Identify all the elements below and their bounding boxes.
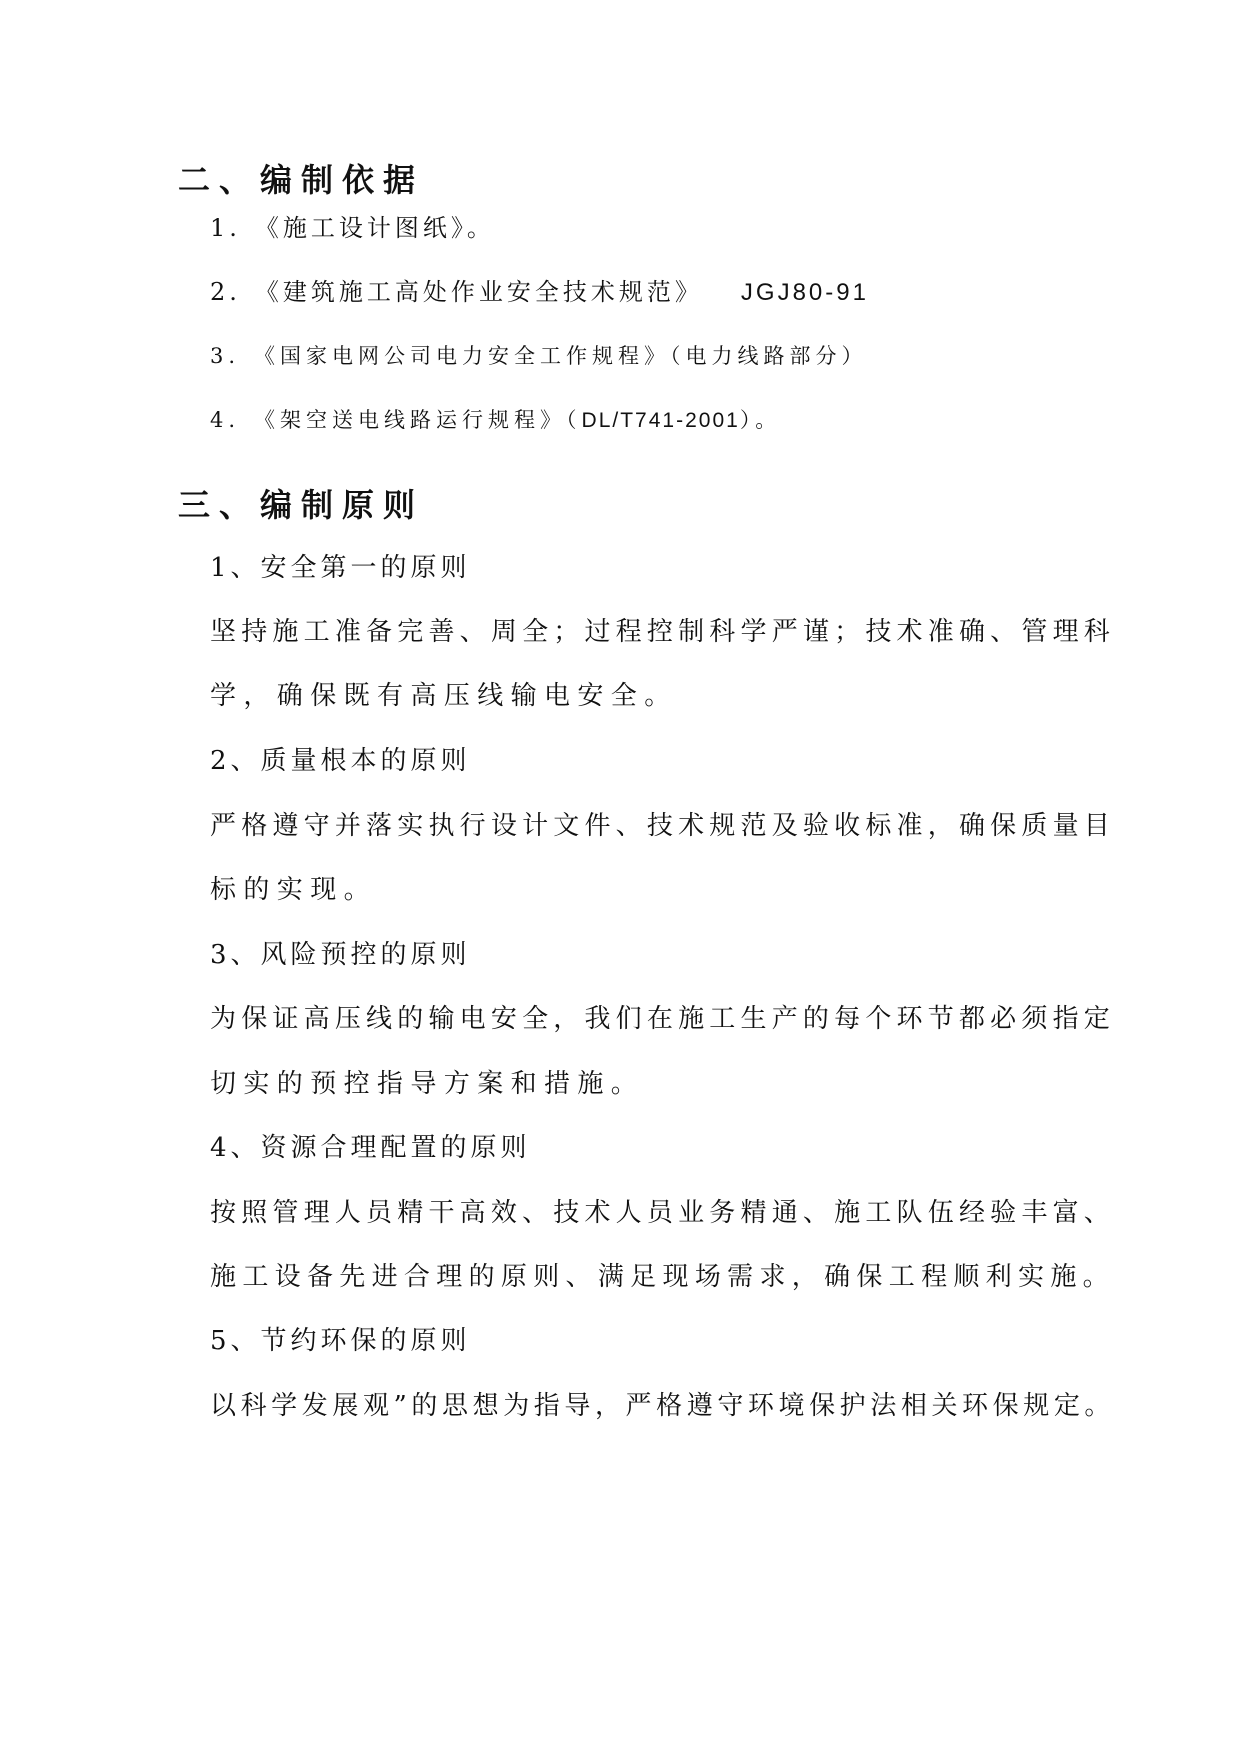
reference-item-4 bbox=[210, 404, 781, 437]
principle-title: 4、资源合理配置的原则 bbox=[210, 1133, 531, 1163]
section-heading-principles: 三、编制原则 bbox=[178, 486, 425, 524]
reference-title: 《建筑施工高处作业安全技术规范》 bbox=[254, 278, 703, 306]
principle-text-line: 标的实现。 bbox=[210, 875, 378, 905]
principle-title: 3、风险预控的原则 bbox=[210, 940, 471, 970]
reference-title: 《架空送电线路运行规程》（ bbox=[254, 408, 582, 432]
principle-text-line: 坚持施工准备完善、周全；过程控制科学严谨；技术准确、管理科 bbox=[210, 617, 1115, 647]
reference-title: 《施工设计图纸》。 bbox=[254, 214, 495, 242]
reference-item-3 bbox=[210, 340, 868, 372]
principle-title: 2、质量根本的原则 bbox=[210, 746, 471, 776]
principle-text-line: 学，确保既有高压线输电安全。 bbox=[210, 681, 678, 711]
reference-item-2 bbox=[210, 276, 869, 309]
reference-code: JGJ80-91 bbox=[740, 279, 869, 306]
section-heading-basis: 二、编制依据 bbox=[178, 161, 425, 199]
reference-number: 3. bbox=[210, 344, 241, 368]
principle-title: 5、节约环保的原则 bbox=[210, 1326, 471, 1356]
reference-number: 4. bbox=[210, 408, 241, 432]
principle-text-line: 以科学发展观”的思想为指导，严格遵守环境保护法相关环保规定。 bbox=[210, 1391, 1115, 1421]
reference-item-1 bbox=[210, 212, 495, 244]
principle-text-line: 严格遵守并落实执行设计文件、技术规范及验收标准，确保质量目 bbox=[210, 811, 1115, 841]
reference-title: 《国家电网公司电力安全工作规程》（电力线路部分） bbox=[254, 344, 868, 368]
principle-text-line: 按照管理人员精干高效、技术人员业务精通、施工队伍经验丰富、 bbox=[210, 1198, 1115, 1228]
reference-code: DL/T741-2001 bbox=[581, 409, 740, 432]
reference-number: 1. bbox=[210, 214, 241, 242]
principle-text-line: 施工设备先进合理的原则、满足现场需求，确保工程顺利实施。 bbox=[210, 1262, 1115, 1292]
reference-tail: ）。 bbox=[739, 408, 782, 432]
principle-text-line: 为保证高压线的输电安全，我们在施工生产的每个环节都必须指定 bbox=[210, 1004, 1115, 1034]
principle-text-line: 切实的预控指导方案和措施。 bbox=[210, 1069, 645, 1099]
principle-title: 1、安全第一的原则 bbox=[210, 553, 471, 583]
reference-number: 2. bbox=[210, 278, 241, 306]
